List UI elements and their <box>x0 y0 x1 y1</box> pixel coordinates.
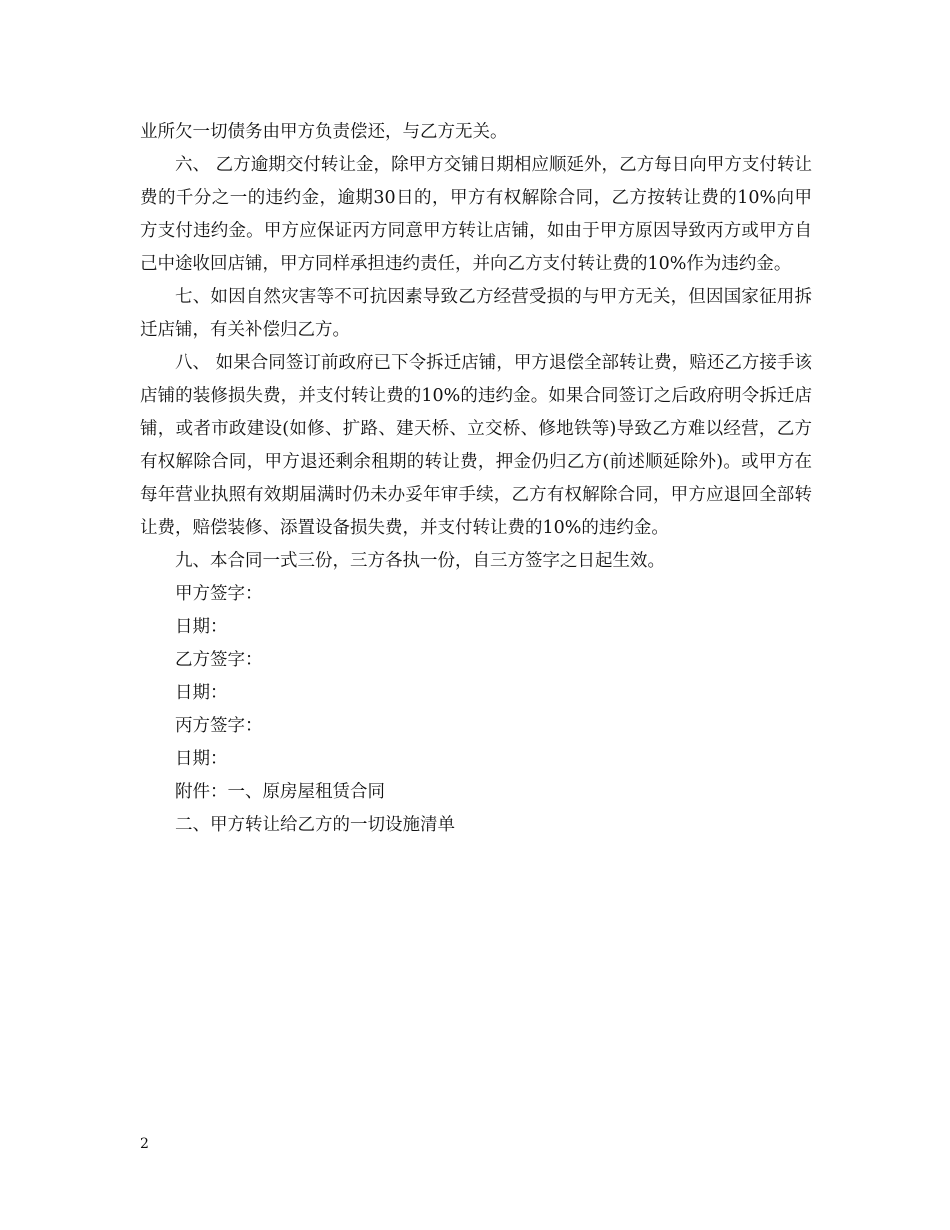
party-a-signature-label: 甲方签字： <box>175 584 263 604</box>
paragraph-clause-eight: 八、 如果合同签订前政府已下令拆迁店铺，甲方退偿全部转让费，赔还乙方接手该店铺的装修损失费，并支付转让费的10%的违约金。如果合同签订之后政府明令拆迁店铺，或者市政建设(如修、扩路、建天桥、立交桥、修地铁等)导致乙方难以经营，乙方有权解除合同，甲方退还剩余租期的转让费，押金仍归乙方(前述顺延除外)。或甲方在每年营业执照有效期届满时仍未办妥年审手续，乙方有权解除合同，甲方应退回全部转让费，赔偿装修、添置设备损失费，并支付转让费的10%的违约金。 <box>140 353 812 538</box>
document-body <box>140 116 812 842</box>
paragraph-clause-nine: 九、本合同一式三份，三方各执一份，自三方签字之日起生效。 <box>175 551 665 571</box>
party-a-date-label: 日期： <box>175 617 228 637</box>
paragraph-clause-six: 六、 乙方逾期交付转让金，除甲方交铺日期相应顺延外，乙方每日向甲方支付转让费的千分之一的违约金，逾期30日的，甲方有权解除合同，乙方按转让费的10%向甲方支付违约金。甲方应保证丙方同意甲方转让店铺，如由于甲方原因导致丙方或甲方自己中途收回店铺，甲方同样承担违约责任，并向乙方支付转让费的10%作为违约金。 <box>140 155 812 274</box>
attachment-two: 二、甲方转让给乙方的一切设施清单 <box>175 815 455 835</box>
paragraph-debt-clause: 业所欠一切债务由甲方负责偿还，与乙方无关。 <box>140 122 508 142</box>
party-c-date-label: 日期： <box>175 749 228 769</box>
party-b-signature-label: 乙方签字： <box>175 650 263 670</box>
party-c-signature-label: 丙方签字： <box>175 716 263 736</box>
paragraph-clause-seven: 七、如因自然灾害等不可抗因素导致乙方经营受损的与甲方无关，但因国家征用拆迁店铺，有关补偿归乙方。 <box>140 287 812 340</box>
attachment-one: 附件：一、原房屋租赁合同 <box>175 782 385 802</box>
party-b-date-label: 日期： <box>175 683 228 703</box>
page-number: 2 <box>140 1136 149 1152</box>
